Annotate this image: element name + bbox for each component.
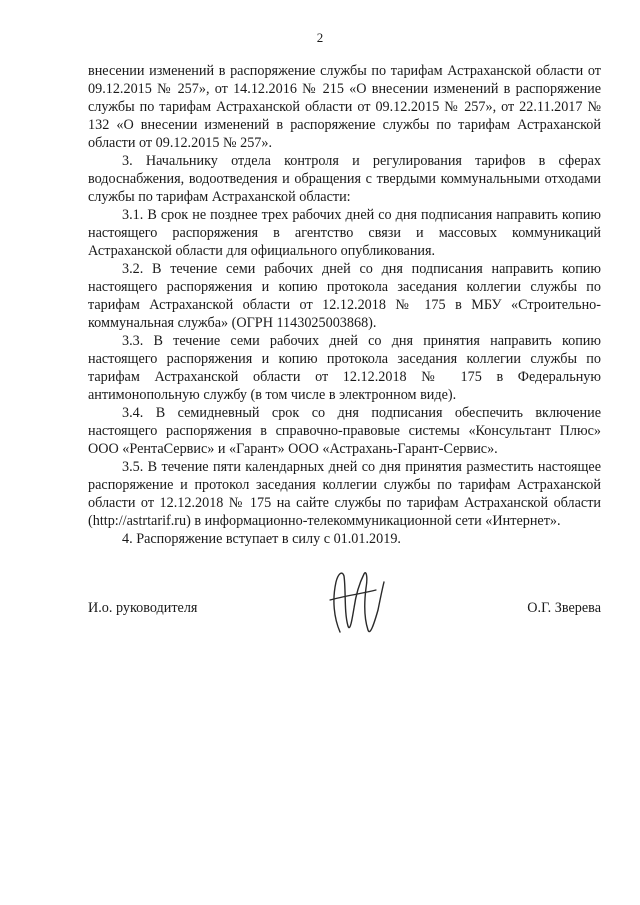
paragraph-item-3: 3. Начальнику отдела контроля и регулирования тарифов в сферах водоснабжения, водоотведения и обращения с твердыми коммунальными отходами службы по тарифам Астраханской области: (88, 153, 601, 205)
signatory-title: И.о. руководителя (88, 600, 198, 616)
paragraph-continuation: внесении изменений в распоряжение службы по тарифам Астраханской области от 09.12.2015 № 257», от 14.12.2016 № 215 «О внесении изменений в распоряжение службы по тарифам Астраханской области от 09.12.2015 № 257», от 22.11.2017 № 132 «О внесении изменений в распоряжение службы по тарифам Астраханской области от 09.12.2015 № 257». (88, 63, 601, 151)
paragraph-item-3-4: 3.4. В семидневный срок со дня подписания обеспечить включение настоящего распоряжения в справочно-правовые системы «Консультант Плюс» ООО «РентаСервис» и «Гарант» ООО «Астрахань-Гарант-Сервис». (88, 405, 601, 457)
paragraph-item-3-2: 3.2. В течение семи рабочих дней со дня подписания направить копию настоящего распоряжения и копию протокола заседания коллегии службы по тарифам Астраханской области от 12.12.2018 № 175 в МБУ «Строительно-коммунальная служба» (ОГРН 1143025003868). (88, 261, 601, 331)
signatory-name: О.Г. Зверева (527, 600, 601, 616)
document-body (88, 62, 601, 548)
paragraph-item-3-3: 3.3. В течение семи рабочих дней со дня принятия направить копию настоящего распоряжения и копию протокола заседания коллегии службы по тарифам Астраханской области от 12.12.2018 № 175 в Федеральную антимонопольную службу (в том числе в электронном виде). (88, 333, 601, 403)
paragraph-item-4: 4. Распоряжение вступает в силу с 01.01.2019. (122, 531, 401, 547)
paragraph-item-3-5: 3.5. В течение пяти календарных дней со дня принятия разместить настоящее распоряжение и протокол заседания коллегии службы по тарифам Астраханской области от 12.12.2018 № 175 на сайте службы по тарифам Астраханской области (http://astrtarif.ru) в информационно-телекоммуникационной сети «Интернет». (88, 459, 601, 529)
handwritten-signature (320, 560, 390, 640)
signature-block (88, 560, 601, 650)
page-number: 2 (316, 30, 324, 45)
paragraph-item-3-1: 3.1. В срок не позднее трех рабочих дней со дня подписания направить копию настоящего распоряжения в агентство связи и массовых коммуникаций Астраханской области для официального опубликования. (88, 207, 601, 259)
